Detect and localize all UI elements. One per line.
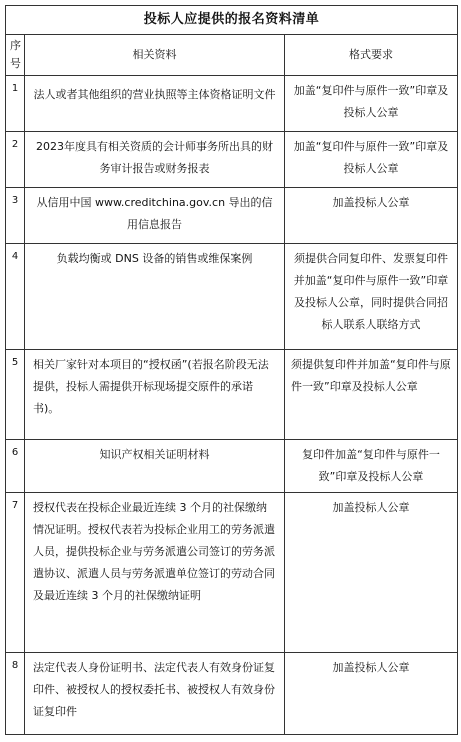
header-no: 序号: [6, 35, 25, 76]
row-format: 须提供合同复印件、发票复印件并加盖“复印件与原件一致”印章及投标人公章，同时提供合同招标人联系人联络方式: [285, 244, 458, 350]
row-number: 8: [6, 653, 25, 735]
row-format: 加盖投标人公章: [285, 493, 458, 653]
row-format: 加盖投标人公章: [285, 653, 458, 735]
row-format: 加盖“复印件与原件一致”印章及投标人公章: [285, 76, 458, 132]
row-material: 2023年度具有相关资质的会计师事务所出具的财务审计报告或财务报表: [25, 132, 285, 188]
table-row: [6, 132, 458, 188]
table-row: [6, 653, 458, 735]
title-row: [6, 6, 458, 35]
row-material: 知识产权相关证明材料: [25, 440, 285, 493]
table-title: 投标人应提供的报名资料清单: [6, 6, 458, 35]
row-number: 6: [6, 440, 25, 493]
row-material: 法定代表人身份证明书、法定代表人有效身份证复印件、被授权人的授权委托书、被授权人有效身份证复印件: [25, 653, 285, 735]
header-material: 相关资料: [25, 35, 285, 76]
header-format: 格式要求: [285, 35, 458, 76]
table-row: [6, 440, 458, 493]
row-number: 2: [6, 132, 25, 188]
row-material: 相关厂家针对本项目的“授权函”(若报名阶段无法提供，投标人需提供开标现场提交原件的承诺书)。: [25, 350, 285, 440]
row-format: 加盖投标人公章: [285, 188, 458, 244]
table-row: [6, 76, 458, 132]
row-material: 从信用中国 www.creditchina.gov.cn 导出的信用信息报告: [25, 188, 285, 244]
row-format: 加盖“复印件与原件一致”印章及投标人公章: [285, 132, 458, 188]
row-format: 须提供复印件并加盖“复印件与原件一致”印章及投标人公章: [285, 350, 458, 440]
row-number: 3: [6, 188, 25, 244]
row-number: 4: [6, 244, 25, 350]
table-row: [6, 188, 458, 244]
table-row: [6, 350, 458, 440]
table-row: [6, 493, 458, 653]
row-material: 法人或者其他组织的营业执照等主体资格证明文件: [25, 76, 285, 132]
header-row: [6, 35, 458, 76]
table-row: [6, 244, 458, 350]
row-material: 负载均衡或 DNS 设备的销售或维保案例: [25, 244, 285, 350]
row-number: 7: [6, 493, 25, 653]
materials-table: [5, 5, 458, 735]
row-number: 1: [6, 76, 25, 132]
row-format: 复印件加盖“复印件与原件一致”印章及投标人公章: [285, 440, 458, 493]
row-material: 授权代表在投标企业最近连续 3 个月的社保缴纳情况证明。授权代表若为投标企业用工的劳务派遣人员，提供投标企业与劳务派遣公司签订的劳务派遣协议、派遣人员与劳务派遣单位签订的劳动合同及最近连续 3 个月的社保缴纳证明: [25, 493, 285, 653]
row-number: 5: [6, 350, 25, 440]
